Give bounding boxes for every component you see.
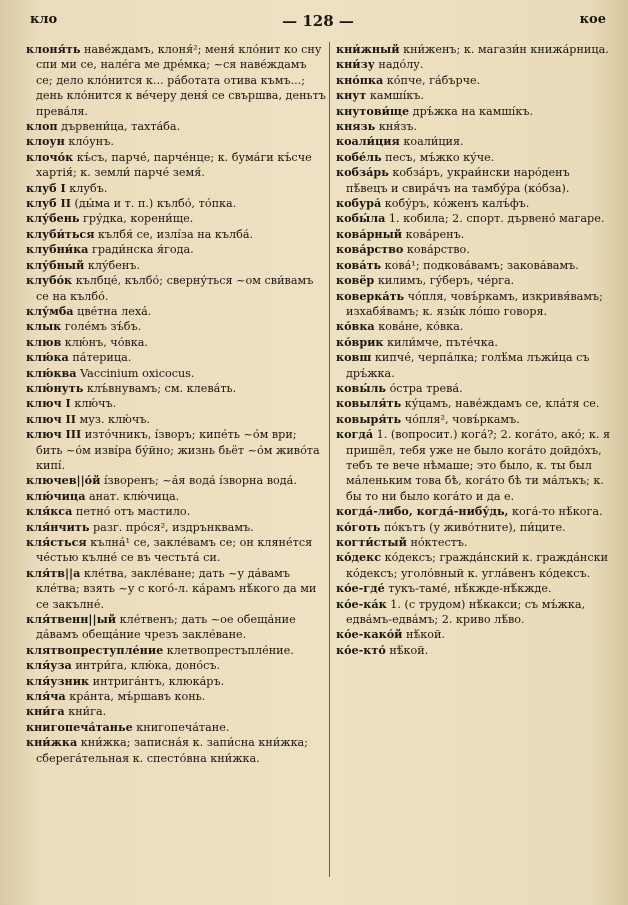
dictionary-entry xyxy=(26,258,326,273)
entry-translation: кога́-то нѣ́кога. xyxy=(508,505,603,519)
entry-headword: клоун xyxy=(26,134,65,149)
entry-headword: клочо́к xyxy=(26,149,74,164)
dictionary-entry xyxy=(336,134,614,149)
entry-translation: дръ́жка на камші́къ. xyxy=(409,104,534,118)
dictionary-entry xyxy=(26,566,326,612)
dictionary-entry xyxy=(26,658,326,673)
entry-translation: изто́чникъ, і́зворъ; кипе́ть ~о́м ври; бить ~о́м изві́ра бу́йно; жизнь бьёт ~о́м живо́та кипі́. xyxy=(36,428,320,472)
dictionary-entry xyxy=(336,535,614,550)
entry-headword: клю́ква xyxy=(26,365,77,380)
entry-headword: клоп xyxy=(26,119,58,134)
entry-headword: клятвопреступле́ние xyxy=(26,642,164,657)
dictionary-entry xyxy=(336,427,614,504)
entry-headword: клык xyxy=(26,319,62,334)
entry-translation: кни́женъ; к. магази́н книжа́рница. xyxy=(399,43,609,56)
entry-headword: ко́готь xyxy=(336,519,381,534)
left-column xyxy=(26,42,326,766)
column-divider xyxy=(329,42,330,877)
dictionary-entry xyxy=(336,412,614,427)
dictionary-entry xyxy=(336,520,614,535)
dictionary-entry xyxy=(26,396,326,411)
entry-headword: кова́рство xyxy=(336,242,404,257)
entry-headword: когда́-либо, когда́-нибу́дь, xyxy=(336,504,509,519)
entry-translation: килимъ, гу́беръ, че́рга. xyxy=(374,274,515,288)
entry-translation: дървени́ца, тахта́ба. xyxy=(57,120,181,134)
entry-headword: ко́вка xyxy=(336,319,375,334)
entry-headword: ковыря́ть xyxy=(336,411,402,426)
entry-translation: кло́унъ. xyxy=(64,135,114,149)
entry-translation: гради́нска я́года. xyxy=(88,243,194,257)
entry-headword: ко́е-где́ xyxy=(336,581,385,596)
dictionary-entry xyxy=(336,242,614,257)
dictionary-entry xyxy=(26,134,326,149)
entry-headword: ключ III xyxy=(26,427,82,442)
entry-translation: надо́лу. xyxy=(374,58,424,72)
dictionary-entry xyxy=(336,597,614,628)
dictionary-entry xyxy=(26,366,326,381)
entry-translation: клетвопрестъпле́ние. xyxy=(163,643,294,657)
entry-headword: клубо́к xyxy=(26,273,73,288)
entry-translation: 1. (вопросит.) кога́?; 2. кога́то, ако́; к. я пришёл, тебя уже не было кога́то дойдо́хъ, тебъ те вече нѣмаше; это было, к. ты был ма́леньким това бѣ, кога́то бѣ ти ма́лъкъ; к. бы то ни было кога́то и да е. xyxy=(346,428,611,503)
dictionary-entry xyxy=(336,88,614,103)
entry-translation: ку́цамъ, наве́ждамъ се, кла́тя се. xyxy=(401,397,600,411)
entry-headword: ковыля́ть xyxy=(336,396,402,411)
entry-translation: цве́тна леха́. xyxy=(73,304,152,318)
page-number: — 128 — xyxy=(282,12,354,30)
entry-headword: клуби́ться xyxy=(26,226,95,241)
entry-translation: кова́рство. xyxy=(403,243,470,257)
entry-translation: клу́бенъ. xyxy=(84,258,141,272)
entry-headword: кова́ть xyxy=(336,257,382,272)
entry-headword: ко́декс xyxy=(336,550,382,565)
dictionary-entry xyxy=(26,150,326,181)
entry-translation: кили́мче, пъте́чка. xyxy=(383,335,498,349)
dictionary-entry xyxy=(336,104,614,119)
dictionary-entry xyxy=(26,643,326,658)
entry-translation: чо́пля², човъ́ркамъ. xyxy=(401,412,520,426)
dictionary-entry xyxy=(336,381,614,396)
entry-translation: наве́ждамъ, клоня́²; меня́ кло́нит ко сну спи ми се, нале́га ме дре́мка; ~ся наве́ждамъ се; дело кло́нится к... ра́ботата отива къмъ...; день кло́нится к ве́черу деня́ се свършва, деньтъ прева́ля. xyxy=(36,43,326,118)
entry-translation: 1. кобила; 2. спорт. дървено́ магаре. xyxy=(385,212,605,226)
page-header xyxy=(30,10,606,34)
dictionary-entry xyxy=(26,211,326,226)
entry-headword: кни́жный xyxy=(336,42,400,56)
entry-translation: кълбя́ се, излі́за на кълба́. xyxy=(94,227,254,241)
dictionary-entry xyxy=(26,42,326,119)
entry-headword: клуб II xyxy=(26,196,71,211)
dictionary-entry xyxy=(336,211,614,226)
entry-translation: кълбце́, кълбо́; сверну́ться ~ом сви́вамъ се на кълбо́. xyxy=(36,274,314,303)
entry-headword: ковёр xyxy=(336,273,375,288)
dictionary-entry xyxy=(26,242,326,257)
dictionary-entry xyxy=(26,412,326,427)
entry-headword: клу́мба xyxy=(26,303,74,318)
entry-headword: клу́бный xyxy=(26,257,85,272)
entry-translation: кра́нта, мъ́ршавъ конь. xyxy=(65,690,206,704)
entry-headword: кно́пка xyxy=(336,72,384,87)
entry-headword: кля́твенн||ый xyxy=(26,612,117,627)
entry-translation: кле́тва, закле́ване; дать ~у да́вамъ кле́тва; взять ~у с кого́-л. ка́рамъ нѣ́кого да ми се закълне́. xyxy=(36,566,317,611)
dictionary-entry xyxy=(26,535,326,566)
dictionary-entry xyxy=(26,704,326,719)
entry-translation: (ды́ма и т. п.) кълбо́, то́пка. xyxy=(70,197,237,211)
entry-translation: камші́къ. xyxy=(366,89,424,103)
entry-translation: интрига́нтъ, клюка́ръ. xyxy=(89,674,225,688)
entry-translation: коали́ция. xyxy=(399,135,464,149)
entry-translation: по́кътъ (у живо́тните), пи́ците. xyxy=(380,520,566,534)
entry-translation: кова́¹; подкова́вамъ; закова́вамъ. xyxy=(381,258,579,272)
entry-headword: кля́тв||а xyxy=(26,565,81,580)
dictionary-entry xyxy=(336,150,614,165)
right-column xyxy=(336,42,614,658)
entry-translation: кобза́ръ, украи́нски наро́денъ пѣ́вецъ и свира́чъ на тамбу́ра (ко́бза). xyxy=(346,166,570,195)
dictionary-entry xyxy=(26,689,326,704)
dictionary-entry xyxy=(336,396,614,411)
dictionary-entry xyxy=(336,643,614,658)
entry-translation: тукъ-таме́, нѣ́кжде-нѣ́кжде. xyxy=(384,582,552,596)
entry-translation: голе́мъ зъ́бъ. xyxy=(61,320,142,334)
entry-headword: коверка́ть xyxy=(336,288,405,303)
entry-translation: клю́нъ, чо́вка. xyxy=(61,335,148,349)
dictionary-entry xyxy=(26,735,326,766)
entry-headword: клюв xyxy=(26,334,62,349)
dictionary-entry xyxy=(336,196,614,211)
entry-headword: кля́нчить xyxy=(26,519,90,534)
entry-headword: кнут xyxy=(336,88,367,103)
dictionary-entry xyxy=(26,674,326,689)
dictionary-entry xyxy=(336,289,614,320)
entry-headword: князь xyxy=(336,119,376,134)
dictionary-entry xyxy=(26,335,326,350)
entry-headword: кобура́ xyxy=(336,196,382,211)
entry-translation: къ́съ, парче́, парче́нце; к. бума́ги къ́сче хартія́; к. земли́ парче́ земя́. xyxy=(36,150,312,180)
entry-translation: ко́дексъ; гражда́нский к. гражда́нски ко́дексъ; уголо́вный к. угла́венъ ко́дексъ. xyxy=(346,551,609,580)
entry-translation: книгопеча́тане. xyxy=(132,720,230,734)
dictionary-entry xyxy=(26,196,326,211)
entry-headword: кни́жка xyxy=(26,735,78,750)
entry-translation: кълна́¹ се, закле́вамъ се; он кляне́тся че́стью кълне́ се въ честьта́ си. xyxy=(36,536,313,565)
entry-headword: кля́узник xyxy=(26,673,90,688)
entry-translation: кова́не, ко́вка. xyxy=(374,320,464,334)
entry-headword: ключев||о́й xyxy=(26,473,101,488)
dictionary-entry xyxy=(26,381,326,396)
entry-headword: клу́бень xyxy=(26,211,80,226)
dictionary-entry xyxy=(336,119,614,134)
dictionary-entry xyxy=(26,489,326,504)
entry-translation: кни́жка; записна́я к. запи́сна кни́жка; сберега́тельная к. спесто́вна кни́жка. xyxy=(36,736,308,765)
entry-headword: кова́рный xyxy=(336,226,403,241)
entry-headword: клю́нуть xyxy=(26,380,84,395)
dictionary-entry xyxy=(336,258,614,273)
dictionary-entry xyxy=(336,57,614,72)
dictionary-entry xyxy=(26,227,326,242)
entry-translation: анат. клю́чица. xyxy=(85,489,180,503)
entry-translation: кня́зъ. xyxy=(375,120,418,134)
entry-headword: коали́ция xyxy=(336,134,400,149)
entry-translation: разг. про́ся², издрънквамъ. xyxy=(89,520,254,534)
dictionary-entry xyxy=(336,335,614,350)
entry-headword: кля́сться xyxy=(26,535,87,549)
entry-translation: Vaccinium oxicocus. xyxy=(76,366,195,380)
entry-headword: кнутови́ще xyxy=(336,103,410,118)
entry-translation: клъ́внувамъ; см. клева́ть. xyxy=(83,381,237,395)
entry-translation: клю́чъ. xyxy=(70,397,117,411)
dictionary-entry xyxy=(336,319,614,334)
entry-translation: нѣ́кой. xyxy=(402,628,445,642)
entry-headword: клю́ка xyxy=(26,350,69,365)
dictionary-entry xyxy=(336,627,614,642)
dictionary-entry xyxy=(336,350,614,381)
entry-translation: і́зворенъ; ~а́я вода́ і́зворна вода́. xyxy=(100,474,297,488)
entry-headword: книгопеча́танье xyxy=(26,719,133,734)
dictionary-entry xyxy=(336,227,614,242)
entry-translation: кипче́, черпа́лка; голѣ́ма лъжи́ца съ дръ́жка. xyxy=(346,351,590,380)
entry-headword: ключ I xyxy=(26,396,71,411)
dictionary-entry xyxy=(336,73,614,88)
entry-headword: когти́стый xyxy=(336,535,407,549)
entry-headword: кля́кса xyxy=(26,504,73,519)
entry-headword: кля́уза xyxy=(26,658,72,673)
entry-translation: гру́дка, корени́ще. xyxy=(79,212,194,226)
dictionary-entry xyxy=(26,520,326,535)
dictionary-entry xyxy=(26,427,326,473)
entry-headword: ко́е-ка́к xyxy=(336,596,387,611)
entry-translation: па́терица. xyxy=(68,351,132,365)
entry-headword: кни́зу xyxy=(336,57,375,72)
dictionary-entry xyxy=(336,273,614,288)
entry-headword: клю́чица xyxy=(26,488,86,503)
dictionary-entry xyxy=(26,304,326,319)
dictionary-entry xyxy=(336,581,614,596)
entry-translation: петно́ отъ мастило. xyxy=(72,505,191,519)
entry-headword: ко́е-како́й xyxy=(336,627,403,642)
dictionary-entry xyxy=(26,319,326,334)
dictionary-entry xyxy=(26,181,326,196)
dictionary-entry xyxy=(336,42,614,57)
dictionary-entry xyxy=(336,550,614,581)
dictionary-entry xyxy=(26,473,326,488)
header-right-guideword: кое xyxy=(579,12,606,27)
entry-translation: песъ, мъ́жко ку́че. xyxy=(381,150,495,164)
entry-translation: о́стра трева́. xyxy=(386,381,463,395)
entry-headword: когда́ xyxy=(336,427,374,442)
entry-headword: кобза́рь xyxy=(336,165,389,180)
entry-headword: клоня́ть xyxy=(26,42,81,56)
dictionary-entry xyxy=(26,273,326,304)
dictionary-entry xyxy=(336,504,614,519)
entry-translation: интри́га, клю́ка, доно́съ. xyxy=(71,659,221,673)
entry-translation: нѣ́кой. xyxy=(385,643,429,657)
entry-headword: ко́врик xyxy=(336,334,384,349)
dictionary-entry xyxy=(26,119,326,134)
entry-headword: клуб I xyxy=(26,180,66,195)
entry-headword: ковы́ль xyxy=(336,380,387,395)
entry-headword: ключ II xyxy=(26,411,76,426)
entry-translation: чо́пля, човъ́ркамъ, изкривя́вамъ; изхабя́вамъ; к. язы́к ло́шо говоря. xyxy=(346,289,603,318)
entry-headword: ковш xyxy=(336,350,372,365)
entry-headword: кля́ча xyxy=(26,689,66,704)
entry-translation: муз. клю́чъ. xyxy=(76,412,150,426)
entry-translation: кова́ренъ. xyxy=(402,227,465,241)
entry-translation: кобу́ръ, ко́женъ калъ́фъ. xyxy=(381,197,530,211)
entry-headword: кни́га xyxy=(26,704,65,719)
entry-translation: но́ктестъ. xyxy=(406,536,468,549)
dictionary-entry xyxy=(26,504,326,519)
dictionary-entry xyxy=(26,612,326,643)
entry-headword: клубни́ка xyxy=(26,242,89,257)
entry-headword: кобе́ль xyxy=(336,149,382,164)
dictionary-entry xyxy=(26,720,326,735)
dictionary-entry xyxy=(336,165,614,196)
entry-headword: ко́е-кто́ xyxy=(336,642,386,657)
header-left-guideword: кло xyxy=(30,12,58,27)
entry-headword: кобы́ла xyxy=(336,211,386,226)
entry-translation: кни́га. xyxy=(64,705,107,719)
entry-translation: клубъ. xyxy=(65,181,108,195)
entry-translation: 1. (с трудом) нѣ́какси; съ мъ́жка, едва́мъ-едва́мъ; 2. криво лѣ́во. xyxy=(346,597,586,627)
entry-translation: кле́твенъ; дать ~ое обеща́ние да́вамъ обеща́ние чрезъ закле́ване. xyxy=(36,613,296,642)
entry-translation: ко́пче, га́бърче. xyxy=(383,73,481,87)
dictionary-entry xyxy=(26,350,326,365)
